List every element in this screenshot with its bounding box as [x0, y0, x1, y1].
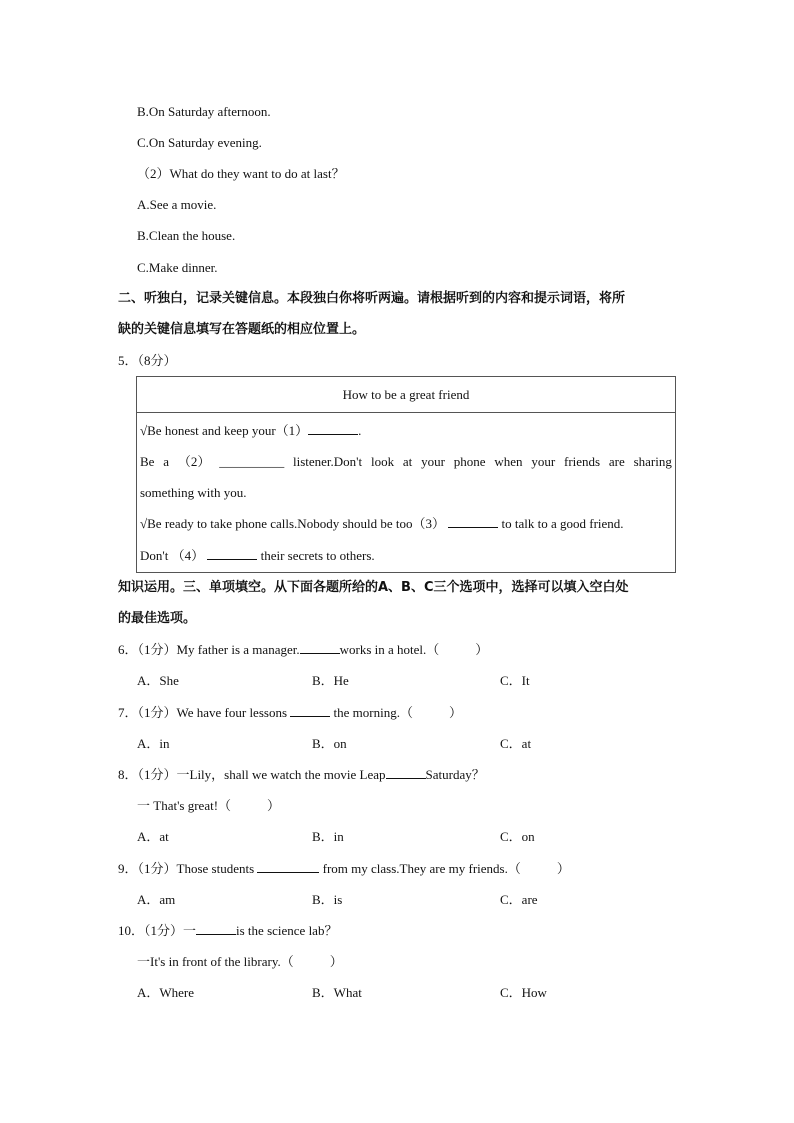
q10-blank[interactable] — [196, 922, 236, 935]
question-5-table — [136, 376, 676, 573]
question-7-stem — [118, 704, 462, 722]
row-2-word: friends — [563, 454, 601, 469]
q6-option-b[interactable]: B．He — [312, 673, 349, 688]
question-2-option-c: C.Make dinner. — [137, 260, 218, 275]
table-row-2 — [140, 453, 672, 471]
q9-text-c: ） — [556, 861, 570, 876]
blank-3[interactable] — [448, 515, 498, 528]
q10-option-c[interactable]: C．How — [500, 985, 547, 1000]
question-6-stem — [118, 641, 488, 659]
q7-text-a: 7．（1分）We have four lessons — [118, 705, 288, 720]
option-c-saturday-evening: C.On Saturday evening. — [137, 135, 262, 150]
q8-option-c[interactable]: C．on — [500, 829, 535, 844]
q10-reply-end: ） — [329, 954, 343, 969]
row-2-word: （2） — [177, 454, 211, 469]
row-2-word: a — [163, 454, 170, 469]
blank-2[interactable]: __________ — [219, 454, 285, 469]
q7-text-b: the morning.（ — [333, 705, 413, 720]
question-5-label: 5．（8分） — [118, 353, 177, 368]
row-2-word: your — [531, 454, 556, 469]
q6-text-b: works in a hotel.（ — [339, 642, 440, 657]
q7-option-b[interactable]: B．on — [312, 736, 347, 751]
q7-blank[interactable] — [290, 704, 330, 717]
q8-blank[interactable] — [386, 766, 426, 779]
row-4-text-a: √Be ready to take phone calls.Nobody should be too（3） — [140, 516, 445, 531]
q6-text-a: 6．（1分）My father is a manager. — [118, 642, 300, 657]
q9-text-a: 9．（1分）Those students — [118, 861, 255, 876]
q10-reply-text: 一It's in front of the library.（ — [137, 954, 294, 969]
q9-option-b[interactable]: B．is — [312, 892, 343, 907]
q7-option-a[interactable]: A．in — [137, 736, 170, 751]
option-b-saturday-afternoon: B.On Saturday afternoon. — [137, 104, 271, 119]
q10-text-a: 10．（1分）一 — [118, 923, 197, 938]
question-8-reply — [137, 797, 280, 815]
q9-blank[interactable] — [257, 860, 319, 873]
section-2-instruction-line-2: 缺的关键信息填写在答题纸的相应位置上。 — [118, 322, 366, 337]
section-3-instruction-line-1: 知识运用。三、单项填空。从下面各题所给的A、B、C三个选项中，选择可以填入空白处 — [118, 580, 629, 595]
table-body-cell — [137, 413, 676, 573]
row-2-word: when — [494, 454, 523, 469]
q10-text-b: is the science lab？ — [236, 923, 338, 938]
table-row-1: √Be honest and keep your（1） . — [140, 423, 362, 438]
q7-text-c: ） — [448, 705, 462, 720]
question-8-stem — [118, 766, 485, 784]
q8-reply-text: 一 That's great!（ — [137, 798, 232, 813]
q8-text-a: 8．（1分）一Lily，shall we watch the movie Leap — [118, 767, 386, 782]
q6-option-c[interactable]: C．It — [500, 673, 530, 688]
blank-1[interactable] — [308, 422, 358, 435]
q8-option-b[interactable]: B．in — [312, 829, 344, 844]
q8-reply-end: ） — [267, 798, 281, 813]
row-2-word: look — [370, 454, 395, 469]
q6-blank[interactable] — [300, 641, 340, 654]
question-9-stem — [118, 860, 570, 878]
row-5-text-a: Don't （4） — [140, 548, 205, 563]
q10-option-a[interactable]: A．Where — [137, 985, 195, 1000]
question-2-option-b: B.Clean the house. — [137, 228, 236, 243]
q8-text-b: Saturday？ — [425, 767, 485, 782]
q6-text-c: ） — [475, 642, 489, 657]
question-2-option-a: A.See a movie. — [137, 197, 217, 212]
q8-option-a[interactable]: A．at — [137, 829, 169, 844]
question-2-stem: （2）What do they want to do at last？ — [137, 166, 345, 181]
row-2-word: sharing — [633, 454, 672, 469]
row-2-word: phone — [453, 454, 486, 469]
blank-4[interactable] — [207, 547, 257, 560]
section-2-instruction-line-1: 二、听独白，记录关键信息。本段独白你将听两遍。请根据听到的内容和提示词语，将所 — [118, 291, 626, 306]
q10-option-b[interactable]: B．What — [312, 985, 362, 1000]
row-5-text-b: their secrets to others. — [260, 548, 375, 563]
q9-option-c[interactable]: C．are — [500, 892, 538, 907]
row-2-word: at — [402, 454, 413, 469]
row-1-text: √Be honest and keep your（1） — [140, 423, 309, 438]
table-row-3: something with you. — [140, 485, 247, 500]
q9-text-b: from my class.They are my friends.（ — [322, 861, 521, 876]
table-title: How to be a great friend — [137, 377, 676, 413]
row-2-word: your — [421, 454, 445, 469]
row-2-word: are — [608, 454, 625, 469]
row-2-word: listener.Don't — [293, 454, 363, 469]
row-2-word: Be — [140, 454, 155, 469]
table-row-4 — [140, 515, 672, 533]
row-4-text-b: to talk to a good friend. — [501, 516, 624, 531]
question-10-reply — [137, 953, 343, 971]
table-row-5 — [140, 547, 672, 565]
q6-option-a[interactable]: A．She — [137, 673, 179, 688]
q7-option-c[interactable]: C．at — [500, 736, 532, 751]
question-10-stem — [118, 922, 337, 940]
q9-option-a[interactable]: A．am — [137, 892, 176, 907]
section-3-instruction-line-2: 的最佳选项。 — [118, 611, 197, 626]
